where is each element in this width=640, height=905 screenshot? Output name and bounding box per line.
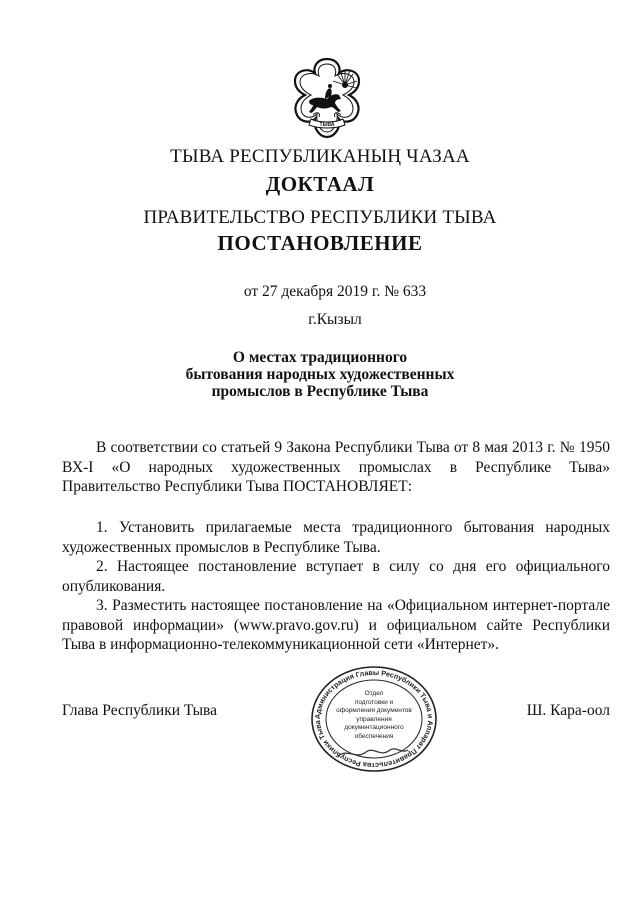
date-and-number: от 27 декабря 2019 г. № 633: [243, 283, 427, 300]
emblem-ribbon-text: ТЫВА: [319, 122, 335, 128]
resolution-item-3: 3. Разместить настоящее постановление на «Официальном интернет-портале правовой информации» (www.pravo.gov.ru) и официальном сайте Республики Тыва в информационно-телекоммуникационной сети «Интернет».: [62, 597, 610, 653]
seal-center-line: оформления документов: [336, 707, 412, 715]
seal-center-line: Отдел: [364, 690, 384, 697]
document-title-line: промыслов в Республике Тыва: [211, 383, 429, 400]
seal-center-line: подготовки и: [354, 698, 394, 706]
document-title: [0, 349, 640, 400]
resolution-item-2: 2. Настоящее постановление вступает в силу со дня его официального опубликования.: [62, 558, 610, 595]
preamble-paragraph: В соответствии со статьей 9 Закона Республики Тыва от 8 мая 2013 г. № 1950 ВХ-I «О народных художественных промыслах в Республике Тыва» Правительство Республики Тыва ПОСТАНОВЛЯЕТ:: [62, 439, 610, 495]
tuva-coat-of-arms-icon: [283, 55, 371, 143]
signatory-name: Ш. Кара-оол: [526, 702, 610, 719]
document-title-line: бытования народных художественных: [185, 366, 455, 383]
city: г.Кызыл: [308, 311, 362, 328]
seal-center-line: обеспечения: [354, 732, 394, 740]
seal-ring-text-path: Администрация Главы Республики Тыва и Аппарат Правительства Республики Тыва: [312, 667, 436, 771]
russian-document-type: ПОСТАНОВЛЕНИЕ: [217, 231, 423, 255]
seal-center-line: документационного: [344, 724, 404, 732]
tuvan-government-name: ТЫВА РЕСПУБЛИКАНЫҢ ЧАЗАА: [170, 146, 470, 167]
russian-government-name: ПРАВИТЕЛЬСТВО РЕСПУБЛИКИ ТЫВА: [143, 207, 497, 228]
resolution-item-1: 1. Установить прилагаемые места традиционного бытования народных художественных промыслов в Республике Тыва.: [62, 519, 610, 556]
seal-center-line: управления: [356, 715, 392, 723]
signatory-position: Глава Республики Тыва: [62, 702, 218, 719]
seal-center-text: [318, 690, 430, 742]
tuvan-document-type: ДОКТААЛ: [265, 172, 375, 196]
document-title-line: О местах традиционного: [232, 349, 408, 366]
